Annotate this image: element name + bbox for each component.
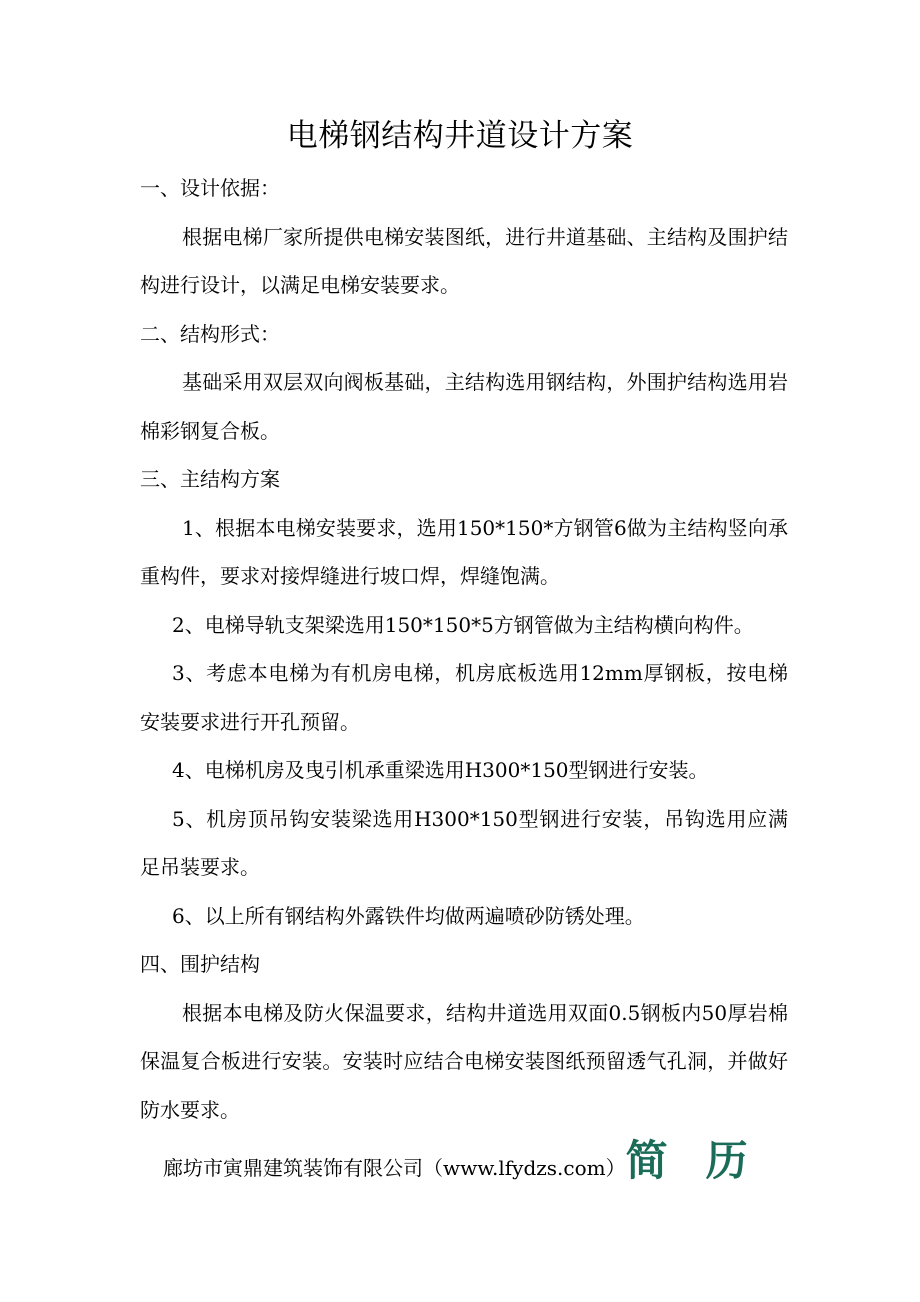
paragraph-main-structure-5: 5、机房顶吊钩安装梁选用H300*150型钢进行安装，吊钩选用应满足吊装要求。 xyxy=(140,806,788,879)
paragraph-basis: 根据电梯厂家所提供电梯安装图纸，进行井道基础、主结构及围护结构进行设计，以满足电梯安装要求。 xyxy=(140,224,788,297)
resume-label: 简历 xyxy=(625,1136,786,1185)
section-heading-enclosure: 四、围护结构 xyxy=(140,952,260,976)
section-heading-basis: 一、设计依据： xyxy=(140,176,280,200)
paragraph-structure-form: 基础采用双层双向阀板基础，主结构选用钢结构，外围护结构选用岩棉彩钢复合板。 xyxy=(140,370,788,443)
paragraph-main-structure-2: 2、电梯导轨支架梁选用150*150*5方钢管做为主结构横向构件。 xyxy=(172,612,754,637)
company-name: 廊坊市寅鼎建筑装饰有限公司（www.lfydzs.com） xyxy=(163,1156,626,1180)
paragraph-main-structure-1: 1、根据本电梯安装要求，选用150*150*方钢管6做为主结构竖向承重构件，要求对接焊缝进行坡口焊，焊缝饱满。 xyxy=(140,515,788,588)
page-footer xyxy=(163,1128,786,1188)
paragraph-main-structure-4: 4、电梯机房及曳引机承重梁选用H300*150型钢进行安装。 xyxy=(172,758,709,782)
paragraph-enclosure: 根据本电梯及防火保温要求，结构井道选用双面0.5钢板内50厚岩棉保温复合板进行安装。安装时应结合电梯安装图纸预留透气孔洞，并做好防水要求。 xyxy=(140,1000,788,1122)
section-heading-structure-form: 二、结构形式： xyxy=(140,321,280,346)
paragraph-main-structure-3: 3、考虑本电梯为有机房电梯，机房底板选用12mm厚钢板，按电梯安装要求进行开孔预留。 xyxy=(140,661,788,734)
section-heading-main-structure: 三、主结构方案 xyxy=(140,467,280,491)
document-title: 电梯钢结构井道设计方案 xyxy=(286,118,634,154)
paragraph-main-structure-6: 6、以上所有钢结构外露铁件均做两遍喷砂防锈处理。 xyxy=(172,903,645,928)
document-body xyxy=(140,164,788,1134)
